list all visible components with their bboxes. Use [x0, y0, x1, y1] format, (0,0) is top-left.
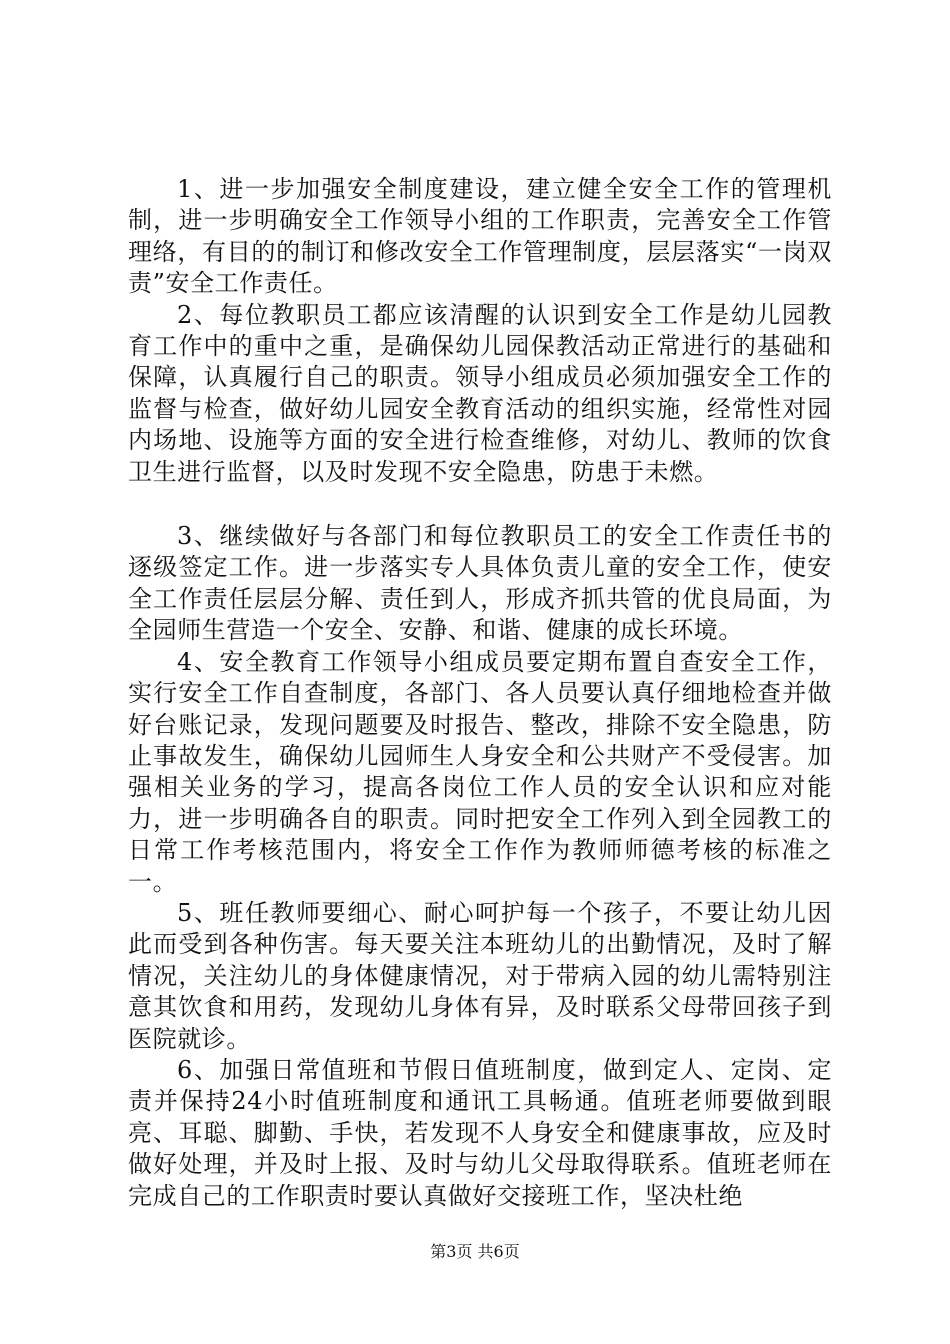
document-body [128, 174, 832, 1212]
paragraph-1: 1、进一步加强安全制度建设，建立健全安全工作的管理机制，进一步明确安全工作领导小组的工作职责，完善安全工作管理络，有目的的制订和修改安全工作管理制度，层层落实“一岗双责”安全工作责任。 [128, 175, 832, 298]
paragraph-3: 3、继续做好与各部门和每位教职员工的安全工作责任书的逐级签定工作。进一步落实专人具体负责儿童的安全工作，使安全工作责任层层分解、责任到人，形成齐抓共管的优良局面，为全园师生营造一个安全、安静、和谐、健康的成长环境。 [128, 522, 832, 645]
paragraph-2: 2、每位教职员工都应该清醒的认识到安全工作是幼儿园教育工作中的重中之重，是确保幼儿园保教活动正常进行的基础和保障，认真履行自己的职责。领导小组成员必须加强安全工作的监督与检查，做好幼儿园安全教育活动的组织实施，经常性对园内场地、设施等方面的安全进行检查维修，对幼儿、教师的饮食卫生进行监督，以及时发现不安全隐患，防患于未燃。 [128, 300, 832, 486]
paragraph-4: 4、安全教育工作领导小组成员要定期布置自查安全工作，实行安全工作自查制度，各部门、各人员要认真仔细地检查并做好台账记录，发现问题要及时报告、整改，排除不安全隐患，防止事故发生，确保幼儿园师生人身安全和公共财产不受侵害。加强相关业务的学习，提高各岗位工作人员的安全认识和应对能力，进一步明确各自的职责。同时把安全工作列入到全园教工的日常工作考核范围内，将安全工作作为教师师德考核的标准之一。 [128, 647, 832, 896]
paragraph-5: 5、班任教师要细心、耐心呵护每一个孩子，不要让幼儿因此而受到各种伤害。每天要关注本班幼儿的出勤情况，及时了解情况，关注幼儿的身体健康情况，对于带病入园的幼儿需特别注意其饮食和用药，发现幼儿身体有异，及时联系父母带回孩子到医院就诊。 [128, 898, 832, 1053]
page-footer: 第3页 共6页 [430, 1242, 520, 1261]
paragraph-6: 6、加强日常值班和节假日值班制度，做到定人、定岗、定责并保持24小时值班制度和通讯工具畅通。值班老师要做到眼亮、耳聪、脚勤、手快，若发现不人身安全和健康事故，应及时做好处理，并及时上报、及时与幼儿父母取得联系。值班老师在完成自己的工作职责时要认真做好交接班工作，坚决杜绝 [128, 1055, 832, 1210]
